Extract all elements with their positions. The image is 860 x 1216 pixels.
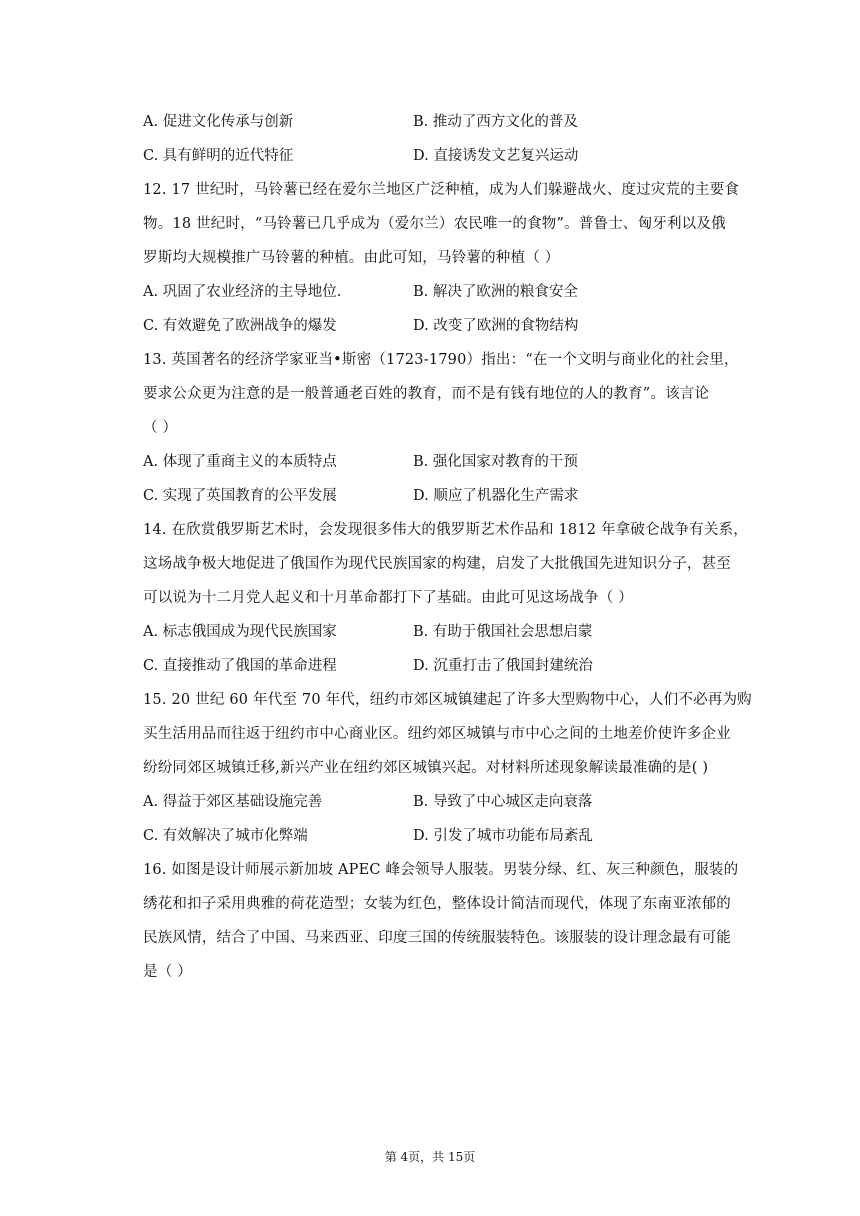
q13-option-c: C. 实现了英国教育的公平发展 <box>143 488 337 504</box>
q11-option-b: B. 推动了西方文化的普及 <box>413 114 578 130</box>
q15-option-a: A. 得益于郊区基础设施完善 <box>143 794 323 810</box>
q14-option-c: C. 直接推动了俄国的革命进程 <box>143 658 337 674</box>
q13-option-d: D. 顺应了机器化生产需求 <box>413 488 579 504</box>
q12-option-b: B. 解决了欧洲的粮食安全 <box>413 284 578 300</box>
q15-stem-line-3: 纷纷同郊区城镇迁移,新兴产业在纽约郊区城镇兴起。对材料所述现象解读最准确的是( ) <box>143 760 709 776</box>
q15-option-b: B. 导致了中心城区走向衰落 <box>413 794 593 810</box>
q15-option-c: C. 有效解决了城市化弊端 <box>143 828 308 844</box>
q12-stem-line-1: 12. 17 世纪时，马铃薯已经在爱尔兰地区广泛种植，成为人们躲避战火、度过灾荒的主要食 <box>143 182 740 198</box>
q16-stem-line-4: 是（ ） <box>143 964 192 980</box>
q11-option-c: C. 具有鲜明的近代特征 <box>143 148 294 164</box>
q16-stem-line-3: 民族风情，结合了中国、马来西亚、印度三国的传统服装特色。该服装的设计理念最有可能 <box>143 930 731 946</box>
q15-stem-line-1: 15. 20 世纪 60 年代至 70 年代，纽约市郊区城镇建起了许多大型购物中心，人们不必再为购 <box>143 692 752 708</box>
q14-stem-line-2: 这场战争极大地促进了俄国作为现代民族国家的构建，启发了大批俄国先进知识分子，甚至 <box>143 556 731 572</box>
q13-stem-line-2: 要求公众更为注意的是一般普通老百姓的教育，而不是有钱有地位的人的教育”。该言论 <box>143 386 710 402</box>
page-footer: 第 4页，共 15页 <box>384 1150 476 1164</box>
q13-option-b: B. 强化国家对教育的干预 <box>413 454 578 470</box>
q12-option-d: D. 改变了欧洲的食物结构 <box>413 318 579 334</box>
q12-stem-line-3: 罗斯均大规模推广马铃薯的种植。由此可知，马铃薯的种植（ ） <box>143 250 560 266</box>
q13-option-a: A. 体现了重商主义的本质特点 <box>143 454 337 470</box>
q12-stem-line-2: 物。18 世纪时，“马铃薯已几乎成为（爱尔兰）农民唯一的食物”。普鲁士、匈牙利以及俄 <box>143 216 726 232</box>
q16-stem-line-2: 绣花和扣子采用典雅的荷花造型；女装为红色，整体设计简洁而现代，体现了东南亚浓郁的 <box>143 896 731 912</box>
q15-stem-line-2: 买生活用品而往返于纽约市中心商业区。纽约郊区城镇与市中心之间的土地差价使许多企业 <box>143 726 731 742</box>
q16-stem-line-1: 16. 如图是设计师展示新加坡 APEC 峰会领导人服装。男装分绿、红、灰三种颜色，服装的 <box>143 862 739 878</box>
q15-option-d: D. 引发了城市功能布局紊乱 <box>413 828 593 844</box>
q14-stem-line-3: 可以说为十二月党人起义和十月革命都打下了基础。由此可见这场战争（ ） <box>143 590 633 606</box>
q14-option-a: A. 标志俄国成为现代民族国家 <box>143 624 337 640</box>
q13-stem-line-1: 13. 英国著名的经济学家亚当•斯密（1723-1790）指出：“在一个文明与商业化的社会里， <box>143 352 739 368</box>
q14-option-d: D. 沉重打击了俄国封建统治 <box>413 658 593 674</box>
q12-option-c: C. 有效避免了欧洲战争的爆发 <box>143 318 337 334</box>
q11-option-d: D. 直接诱发文艺复兴运动 <box>413 148 579 164</box>
q12-option-a: A. 巩固了农业经济的主导地位. <box>143 284 342 300</box>
q11-option-a: A. 促进文化传承与创新 <box>143 114 294 130</box>
q14-stem-line-1: 14. 在欣赏俄罗斯艺术时，会发现很多伟大的俄罗斯艺术作品和 1812 年拿破仑战争有关系， <box>143 522 748 538</box>
q14-option-b: B. 有助于俄国社会思想启蒙 <box>413 624 593 640</box>
q13-stem-line-3: （ ） <box>143 420 178 436</box>
